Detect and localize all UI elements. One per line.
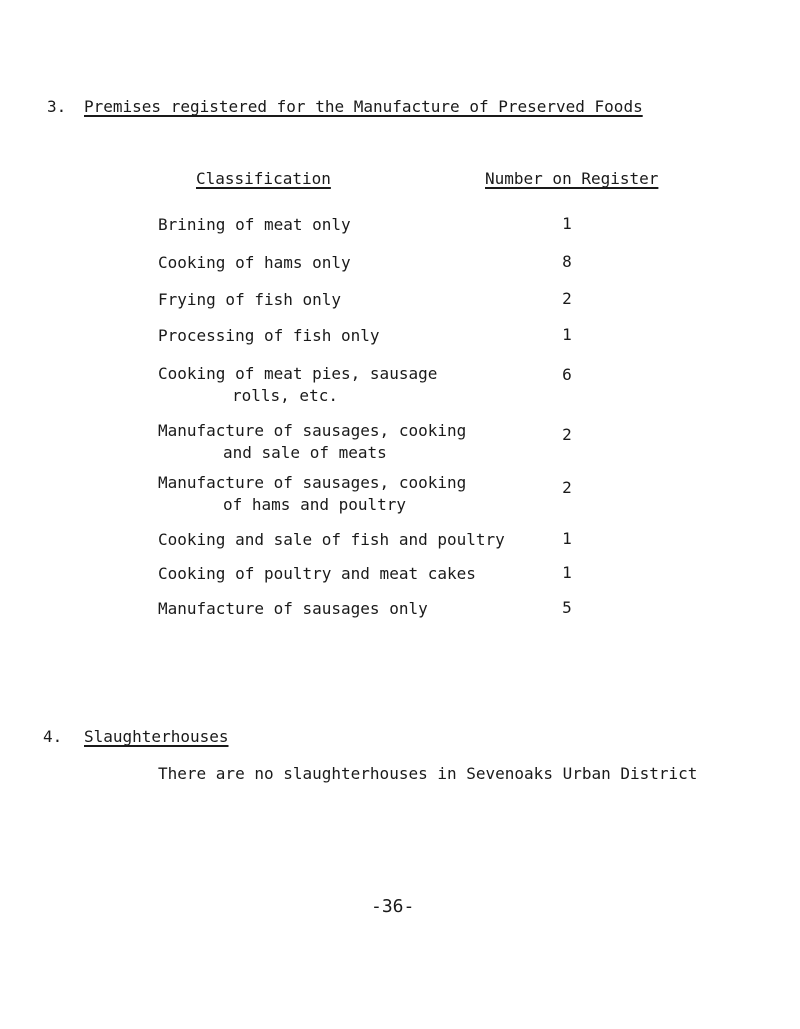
classification-line-2: of hams and poultry xyxy=(223,495,407,514)
classification-cell xyxy=(158,420,466,464)
section-3-number: 3. xyxy=(47,97,67,116)
classification-cell xyxy=(158,529,505,551)
classification-line-1: Cooking of poultry and meat cakes xyxy=(158,564,476,583)
classification-line-1: Processing of fish only xyxy=(158,326,380,345)
register-count: 6 xyxy=(562,365,572,384)
classification-cell xyxy=(158,472,466,516)
section-4-number: 4. xyxy=(43,727,63,746)
register-count: 1 xyxy=(562,563,572,582)
classification-cell xyxy=(158,214,351,236)
section-4-title: Slaughterhouses xyxy=(84,727,229,746)
classification-line-2: and sale of meats xyxy=(223,443,387,462)
register-count: 1 xyxy=(562,214,572,233)
register-count: 8 xyxy=(562,252,572,271)
classification-cell xyxy=(158,363,437,407)
classification-line-1: Manufacture of sausages only xyxy=(158,599,428,618)
classification-cell xyxy=(158,252,351,274)
register-count: 1 xyxy=(562,529,572,548)
classification-cell xyxy=(158,598,428,620)
section-4-body: There are no slaughterhouses in Sevenoaks Urban District xyxy=(158,764,698,783)
classification-header: Classification xyxy=(196,169,331,188)
classification-cell xyxy=(158,563,476,585)
section-3-title: Premises registered for the Manufacture of Preserved Foods xyxy=(84,97,643,116)
register-count: 1 xyxy=(562,325,572,344)
classification-line-2: rolls, etc. xyxy=(232,386,338,405)
register-count: 2 xyxy=(562,478,572,497)
classification-cell xyxy=(158,289,341,311)
page-number: -36- xyxy=(371,896,415,917)
register-count: 2 xyxy=(562,289,572,308)
classification-line-1: Manufacture of sausages, cooking xyxy=(158,421,467,440)
classification-line-1: Cooking and sale of fish and poultry xyxy=(158,530,505,549)
number-on-register-header: Number on Register xyxy=(485,169,659,188)
classification-cell xyxy=(158,325,380,347)
classification-line-1: Frying of fish only xyxy=(158,290,342,309)
classification-line-1: Brining of meat only xyxy=(158,215,351,234)
register-count: 2 xyxy=(562,425,572,444)
classification-line-1: Cooking of hams only xyxy=(158,253,351,272)
classification-line-1: Manufacture of sausages, cooking xyxy=(158,473,467,492)
classification-line-1: Cooking of meat pies, sausage xyxy=(158,364,438,383)
register-count: 5 xyxy=(562,598,572,617)
